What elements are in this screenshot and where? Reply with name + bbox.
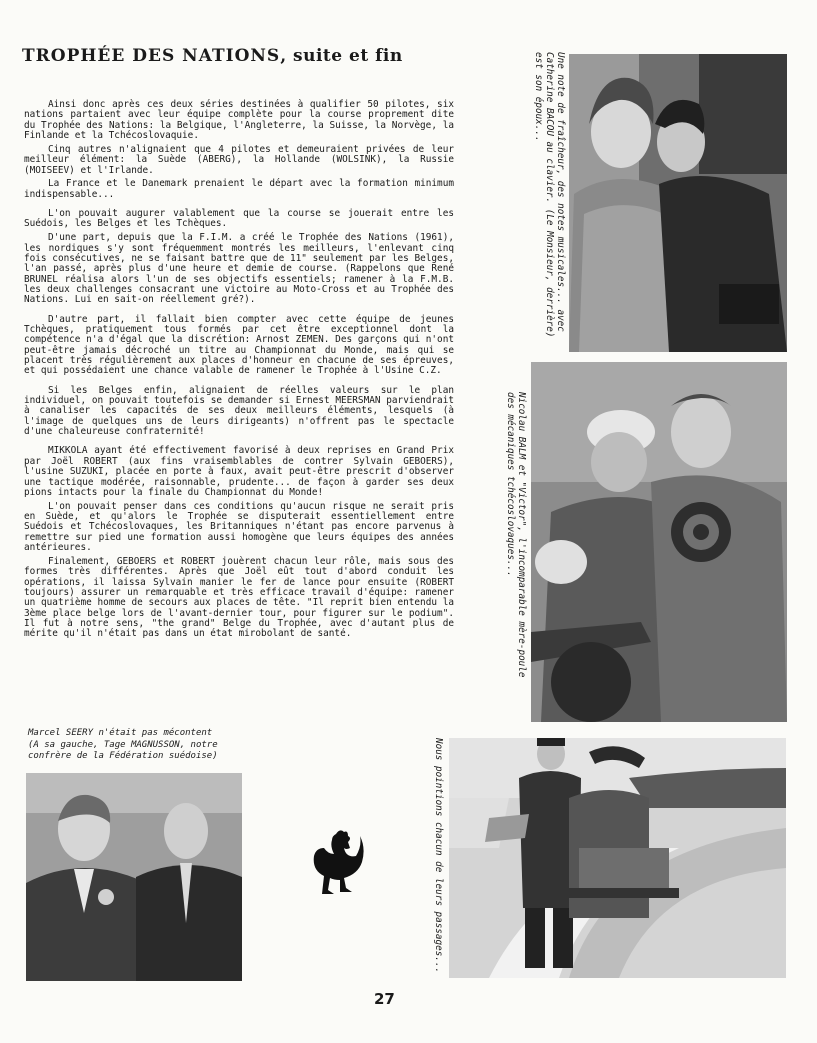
page-number: 27 [374,990,395,1008]
title-sub: , suite et fin [280,46,403,66]
paragraph: Cinq autres n'alignaient que 4 pilotes et demeuraient privées de leur meilleur élément: la Suède (ABERG), la Hollande (WOLSINK), la Russie (MOISEEV) et l'Irlande. [24,143,454,176]
paragraph: Ainsi donc après ces deux séries destinées à qualifier 50 pilotes, six nations partaient avec leur équipe complète pour la course proprement dite du Trophée des Nations: la Belgique, l'Angleterre, la Suisse, la Norvège, la Finlande et la Tchécoslovaquie. [24,99,454,142]
paragraph: Finalement, GEBOERS et ROBERT jouèrent chacun leur rôle, mais sous des formes très différentes. Après que Joël eût tout d'abord conduit les opérations, il laissa Sylvain manier le fer de lance pour ensuite (ROBERT toujours) assurer un remarquable et très efficace travail d'équipe: ramener un quatrième homme de secours aux places de tête. "Il reprit bien entendu la 3ème place belge lors de l'avant-dernier tour, pour figurer sur le podium". Il fut à notre sens, "the grand" Belge du Trophée, avec d'autant plus de mérite qu'il n'était pas dans un état mirobolant de santé. [24,555,454,640]
paragraph: MIKKOLA ayant été effectivement favorisé à deux reprises en Grand Prix par Joël ROBERT (aux fins vraisemblables de contrer Sylvain GEBOERS), l'usine SUZUKI, placée en porte à faux, avait peut-être prescrit d'observer une tactique modérée, raisonnable, prudente... de façon à garder ses deux pions intacts pour la finale du Championnat du Monde! [24,445,454,498]
paragraph: L'on pouvait penser dans ces conditions qu'aucun risque ne serait pris en Suède, et qu'alors le Trophée se disputerait essentiellement entre Suédois et Tchécoslovaques, les Britanniques n'étant pas encore parvenus à remettre sur pied une formation aussi homogène que leurs équipes des années antérieures. [24,500,454,554]
photo-timekeepers [449,738,786,978]
paragraph: D'une part, depuis que la F.I.M. a créé le Trophée des Nations (1961), les nordiques s'y sont fréquemment montrés les meilleurs, l'enlevant cinq fois consécutives, ne se faisant battre que de 11" seulement par les Belges, l'an passé, après plus d'une heure et demie de course. (Rappelons que René BRUNEL réalisa alors l'un de ses objectifs essentiels; ramener à la F.M.B. les deux challenges consacrant une victoire au Moto-Cross et au Trophée des Nations. Lui en sait-on réellement gré?). [24,232,454,306]
caption-photo-couple: Une note de fraîcheur, des notes musicales... avec Catherine BACOU au clavier. (Le Monsieur, derrière) est son époux... [533,52,566,338]
caption-line: Marcel SEERY n'était pas mécontent [28,728,213,738]
paragraph: L'on pouvait augurer valablement que la course se jouerait entre les Suédois, les Belges et les Tchèques. [24,208,454,230]
photo-officials [26,773,242,981]
paragraph: Si les Belges enfin, alignaient de réelles valeurs sur le plan individuel, on pouvait toutefois se demander si Ernest MEERSMAN parviendrait à canaliser les capacités de ses deux meilleurs éléments, lesquels (à l'image de quelques uns de leurs dirigeants) n'offrent pas le spectacle d'une chaleureuse confraternité! [24,384,454,438]
caption-photo-officials [28,728,258,763]
photo-mechanics [531,362,787,722]
paragraph: D'autre part, il fallait bien compter avec cette équipe de jeunes Tchèques, pratiquement tous formés par cet être exceptionnel dont la compétence n'a d'égal que la discrétion: Arnost ZEMEN. Des garçons qui n'ont peut-être jamais décroché un titre au Championnat du Monde, mais qui se placent très régulièrement aux places d'honneur en chacune de ses épreuves, et qui possédaient une chance valable de ramener le Trophée à l'Usine C.Z. [24,313,454,377]
title-main: TROPHÉE DES NATIONS [22,46,281,66]
article-body [24,100,454,643]
caption-photo-timekeepers: Nous pointions chacun de leurs passages... [433,738,444,974]
caption-photo-mechanics: Nicolau BALM et "Victor", l'incomparable mère-poule des mécaniques tchécoslovaques... [505,392,527,678]
paragraph: La France et le Danemark prenaient le départ avec la formation minimum indispensable... [24,178,454,200]
article-title [22,46,403,66]
caption-line: (A sa gauche, Tage MAGNUSSON, notre confrère de la Fédération suédoise) [28,739,218,761]
photo-couple [569,54,787,352]
rooster-icon [306,826,366,896]
